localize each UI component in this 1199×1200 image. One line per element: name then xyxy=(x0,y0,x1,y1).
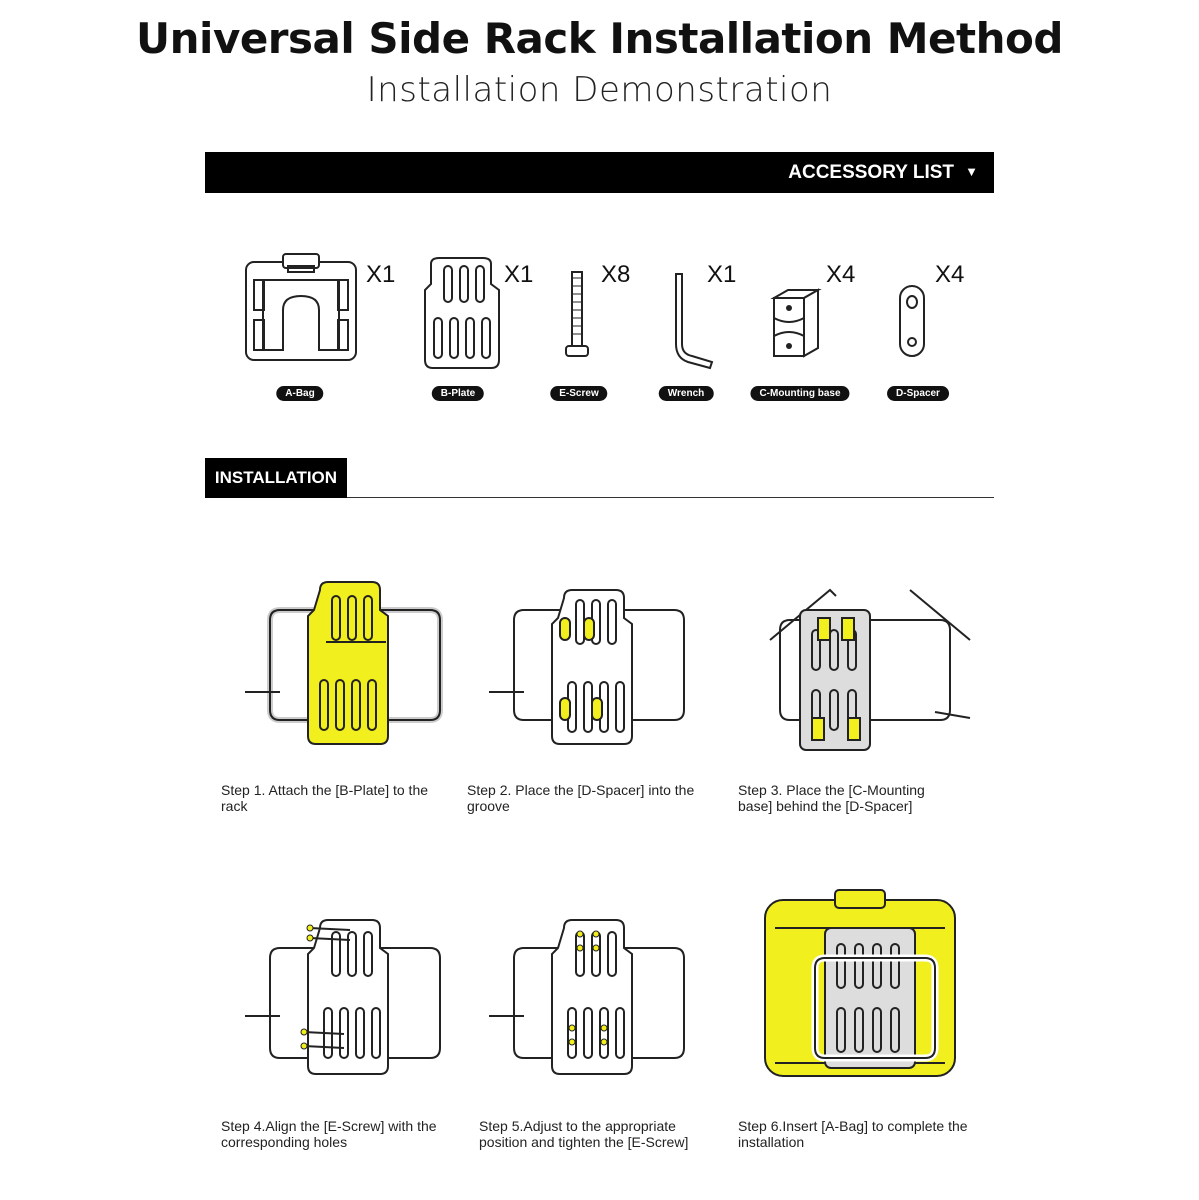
installation-tab: INSTALLATION xyxy=(205,458,347,498)
step-3-caption: Step 3. Place the [C-Mounting base] behind the [D-Spacer] xyxy=(738,782,925,814)
qty-screw: X8 xyxy=(601,261,631,288)
step3-illustration xyxy=(760,570,980,760)
page-title: Universal Side Rack Installation Method xyxy=(136,14,1063,63)
step1-illustration xyxy=(240,570,450,760)
label-bag: A-Bag xyxy=(276,386,323,401)
step-4-caption: Step 4.Align the [E-Screw] with the corresponding holes xyxy=(221,1118,437,1150)
plate-icon xyxy=(416,254,506,374)
label-spacer: D-Spacer xyxy=(887,386,949,401)
step6-illustration xyxy=(755,888,975,1088)
step4-illustration xyxy=(240,908,450,1098)
accessory-item-screw xyxy=(562,266,592,366)
qty-spacer: X4 xyxy=(935,261,965,288)
dropdown-arrow-icon: ▼ xyxy=(965,164,978,179)
step-5-caption: Step 5.Adjust to the appropriate position and tighten the [E-Screw] xyxy=(479,1118,689,1150)
mounting-base-icon xyxy=(768,284,828,364)
accessory-item-plate xyxy=(416,254,506,374)
accessory-item-mounting-base xyxy=(768,284,828,364)
step-6-caption: Step 6.Insert [A-Bag] to complete the installation xyxy=(738,1118,968,1150)
accessory-list-bar[interactable] xyxy=(205,152,994,193)
accessory-item-spacer xyxy=(894,282,934,362)
qty-plate: X1 xyxy=(504,261,534,288)
step-1-caption: Step 1. Attach the [B-Plate] to the rack xyxy=(221,782,429,814)
qty-wrench: X1 xyxy=(707,261,737,288)
bag-icon xyxy=(238,250,368,400)
qty-bag: X1 xyxy=(366,261,396,288)
label-mounting-base: C-Mounting base xyxy=(750,386,849,401)
section-divider xyxy=(347,497,994,498)
step5-illustration xyxy=(484,908,694,1098)
label-screw: E-Screw xyxy=(550,386,607,401)
label-wrench: Wrench xyxy=(659,386,714,401)
accessory-item-bag xyxy=(238,250,368,400)
spacer-icon xyxy=(894,282,934,362)
screw-icon xyxy=(562,266,592,366)
step-2-caption: Step 2. Place the [D-Spacer] into the groove xyxy=(467,782,695,814)
page-subtitle: Installation Demonstration xyxy=(366,70,833,110)
accessory-list-label: ACCESSORY LIST xyxy=(788,162,954,183)
label-plate: B-Plate xyxy=(432,386,484,401)
qty-mounting-base: X4 xyxy=(826,261,856,288)
step2-illustration xyxy=(484,570,694,760)
